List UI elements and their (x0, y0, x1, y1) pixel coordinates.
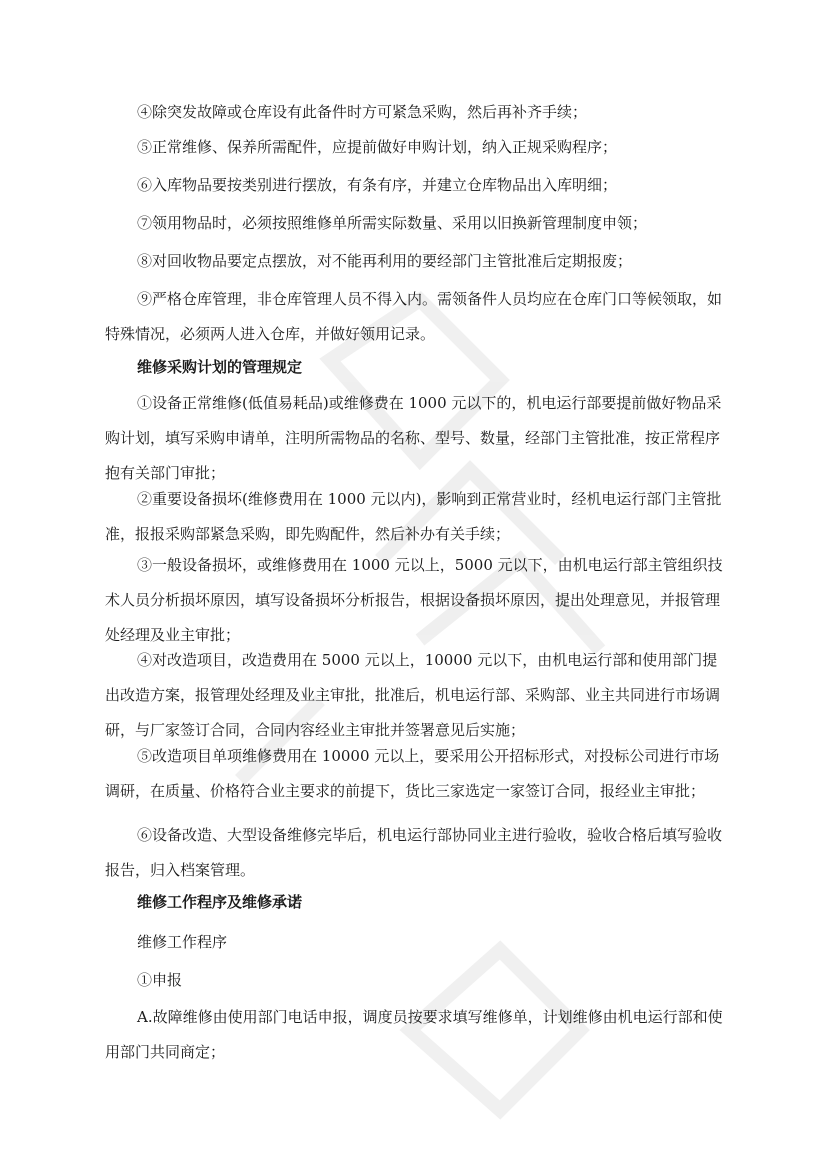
paragraph-item-9: ⑨严格仓库管理，非仓库管理人员不得入内。需领备件人员均应在仓库门口等候领取，如特殊情况，必须两人进入仓库，并做好领用记录。 (105, 290, 723, 343)
paragraph-item-7: ⑦领用物品时，必须按照维修单所需实际数量、采用以旧换新管理制度申领； (137, 214, 648, 232)
section-heading-workflow: 维修工作程序及维修承诺 (137, 893, 303, 911)
subheading-workflow: 维修工作程序 (137, 933, 228, 951)
rule-item-2: ②重要设备损坏(维修费用在 1000 元以内)，影响到正常营业时，经机电运行部门主管批准，报报采购部紧急采购，即先购配件，然后补办有关手续； (105, 490, 722, 543)
rule-item-5: ⑤改造项目单项维修费用在 10000 元以上，要采用公开招标形式，对投标公司进行市场调研，在质量、价格符合业主要求的前提下，货比三家选定一家签订合同，报经业主审批； (105, 747, 720, 800)
rule-item-1: ①设备正常维修(低值易耗品)或维修费在 1000 元以下的，机电运行部要提前做好物品采购计划，填写采购申请单，注明所需物品的名称、型号、数量，经部门主管批准，按正常程序抱有关部门审批； (105, 394, 722, 482)
rule-item-4: ④对改造项目，改造费用在 5000 元以上，10000 元以下，由机电运行部和使用部门提出改造方案，报管理处经理及业主审批，批准后，机电运行部、采购部、业主共同进行市场调研，与厂家签订合同，合同内容经业主审批并签署意见后实施； (105, 651, 721, 739)
rule-item-6: ⑥设备改造、大型设备维修完毕后，机电运行部协同业主进行验收，验收合格后填写验收报告，归入档案管理。 (105, 826, 723, 879)
paragraph-item-5: ⑤正常维修、保养所需配件，应提前做好申购计划，纳入正规采购程序； (137, 138, 618, 156)
paragraph-item-4: ④除突发故障或仓库设有此备件时方可紧急采购，然后再补齐手续； (137, 103, 588, 121)
paragraph-item-8: ⑧对回收物品要定点摆放，对不能再利用的要经部门主管批准后定期报废； (137, 252, 633, 270)
step-a-text: A.故障维修由使用部门电话申报，调度员按要求填写维修单，计划维修由机电运行部和使用部门共同商定； (105, 1008, 723, 1061)
section-heading-procurement: 维修采购计划的管理规定 (137, 358, 303, 376)
rule-item-3: ③一般设备损坏，或维修费用在 1000 元以上，5000 元以下，由机电运行部主管组织技术人员分析损坏原因，填写设备损坏分析报告，根据设备损坏原因，提出处理意见，并报管理处经理及业主审批； (105, 556, 723, 644)
step-report: ①申报 (137, 971, 183, 989)
paragraph-item-6: ⑥入库物品要按类别进行摆放，有条有序，并建立仓库物品出入库明细； (137, 176, 618, 194)
